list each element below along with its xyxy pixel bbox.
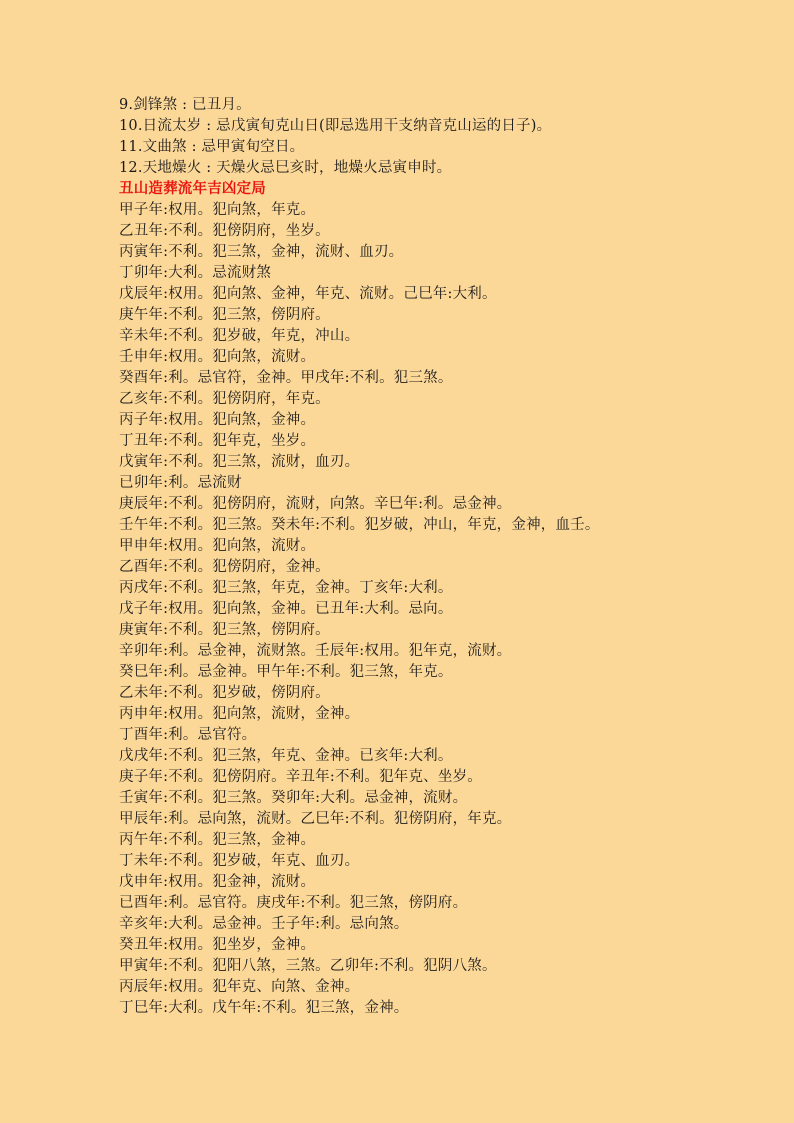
intro-line: 12.天地燥火 : 天燥火忌巳亥时，地燥火忌寅申时。 — [119, 160, 452, 176]
year-entry: 辛亥年:大利。忌金神。壬子年:利。忌向煞。 — [119, 916, 409, 932]
year-entry: 丁卯年:大利。忌流财煞 — [119, 265, 272, 281]
year-entry: 庚辰年:不利。犯傍阴府，流财，向煞。辛巳年:利。忌金神。 — [119, 496, 512, 512]
intro-line: 10.日流太岁 : 忌戊寅旬克山日(即忌选用干支纳音克山运的日子)。 — [119, 118, 552, 134]
year-entry: 丁巳年:大利。戊午年:不利。犯三煞，金神。 — [119, 1000, 409, 1016]
year-entry: 丁丑年:不利。犯年克，坐岁。 — [119, 433, 316, 449]
year-entry: 戊子年:权用。犯向煞，金神。已丑年:大利。忌向。 — [119, 601, 453, 617]
year-entry: 丙寅年:不利。犯三煞，金神，流财、血刃。 — [119, 244, 404, 260]
year-entry: 戊申年:权用。犯金神，流财。 — [119, 874, 316, 890]
year-entry: 癸酉年:利。忌官符，金神。甲戌年:不利。犯三煞。 — [119, 370, 453, 386]
year-entry: 戊辰年:权用。犯向煞、金神，年克、流财。己巳年:大利。 — [119, 286, 497, 302]
year-entry: 乙未年:不利。犯岁破，傍阴府。 — [119, 685, 330, 701]
year-entry: 乙丑年:不利。犯傍阴府，坐岁。 — [119, 223, 330, 239]
year-entry: 乙亥年:不利。犯傍阴府，年克。 — [119, 391, 330, 407]
year-entry: 甲子年:权用。犯向煞，年克。 — [119, 202, 316, 218]
year-entry: 丙午年:不利。犯三煞，金神。 — [119, 832, 316, 848]
year-entry: 辛未年:不利。犯岁破，年克，冲山。 — [119, 328, 360, 344]
section-heading: 丑山造葬流年吉凶定局 — [119, 181, 266, 197]
year-entry: 甲辰年:利。忌向煞，流财。乙巳年:不利。犯傍阴府，年克。 — [119, 811, 512, 827]
year-entry: 丙申年:权用。犯向煞，流财，金神。 — [119, 706, 360, 722]
year-entry: 丁酉年:利。忌官符。 — [119, 727, 257, 743]
year-entry: 壬午年:不利。犯三煞。癸未年:不利。犯岁破，冲山，年克，金神，血壬。 — [119, 517, 600, 533]
intro-line: 11.文曲煞 : 忌甲寅旬空日。 — [119, 139, 305, 155]
year-entry: 辛卯年:利。忌金神，流财煞。壬辰年:权用。犯年克，流财。 — [119, 643, 512, 659]
year-entry: 已酉年:利。忌官符。庚戌年:不利。犯三煞，傍阴府。 — [119, 895, 468, 911]
intro-line: 9.剑锋煞 : 已丑月。 — [119, 97, 251, 113]
year-entry: 庚子年:不利。犯傍阴府。辛丑年:不利。犯年克、坐岁。 — [119, 769, 482, 785]
year-entry: 丙辰年:权用。犯年克、向煞、金神。 — [119, 979, 360, 995]
year-entry: 已卯年:利。忌流财 — [119, 475, 242, 491]
document-body — [119, 95, 779, 1019]
year-entry: 丁未年:不利。犯岁破，年克、血刃。 — [119, 853, 360, 869]
year-entry: 甲申年:权用。犯向煞，流财。 — [119, 538, 316, 554]
entry-list — [119, 200, 779, 1019]
year-entry: 癸巳年:利。忌金神。甲午年:不利。犯三煞，年克。 — [119, 664, 453, 680]
year-entry: 壬申年:权用。犯向煞，流财。 — [119, 349, 316, 365]
year-entry: 丙子年:权用。犯向煞，金神。 — [119, 412, 316, 428]
year-entry: 庚寅年:不利。犯三煞，傍阴府。 — [119, 622, 330, 638]
year-entry: 癸丑年:权用。犯坐岁，金神。 — [119, 937, 316, 953]
year-entry: 乙酉年:不利。犯傍阴府，金神。 — [119, 559, 330, 575]
year-entry: 庚午年:不利。犯三煞，傍阴府。 — [119, 307, 330, 323]
year-entry: 甲寅年:不利。犯阳八煞，三煞。乙卯年:不利。犯阴八煞。 — [119, 958, 497, 974]
year-entry: 戊寅年:不利。犯三煞，流财，血刃。 — [119, 454, 360, 470]
year-entry: 戊戌年:不利。犯三煞，年克、金神。已亥年:大利。 — [119, 748, 453, 764]
year-entry: 壬寅年:不利。犯三煞。癸卯年:大利。忌金神，流财。 — [119, 790, 468, 806]
year-entry: 丙戌年:不利。犯三煞，年克，金神。丁亥年:大利。 — [119, 580, 453, 596]
